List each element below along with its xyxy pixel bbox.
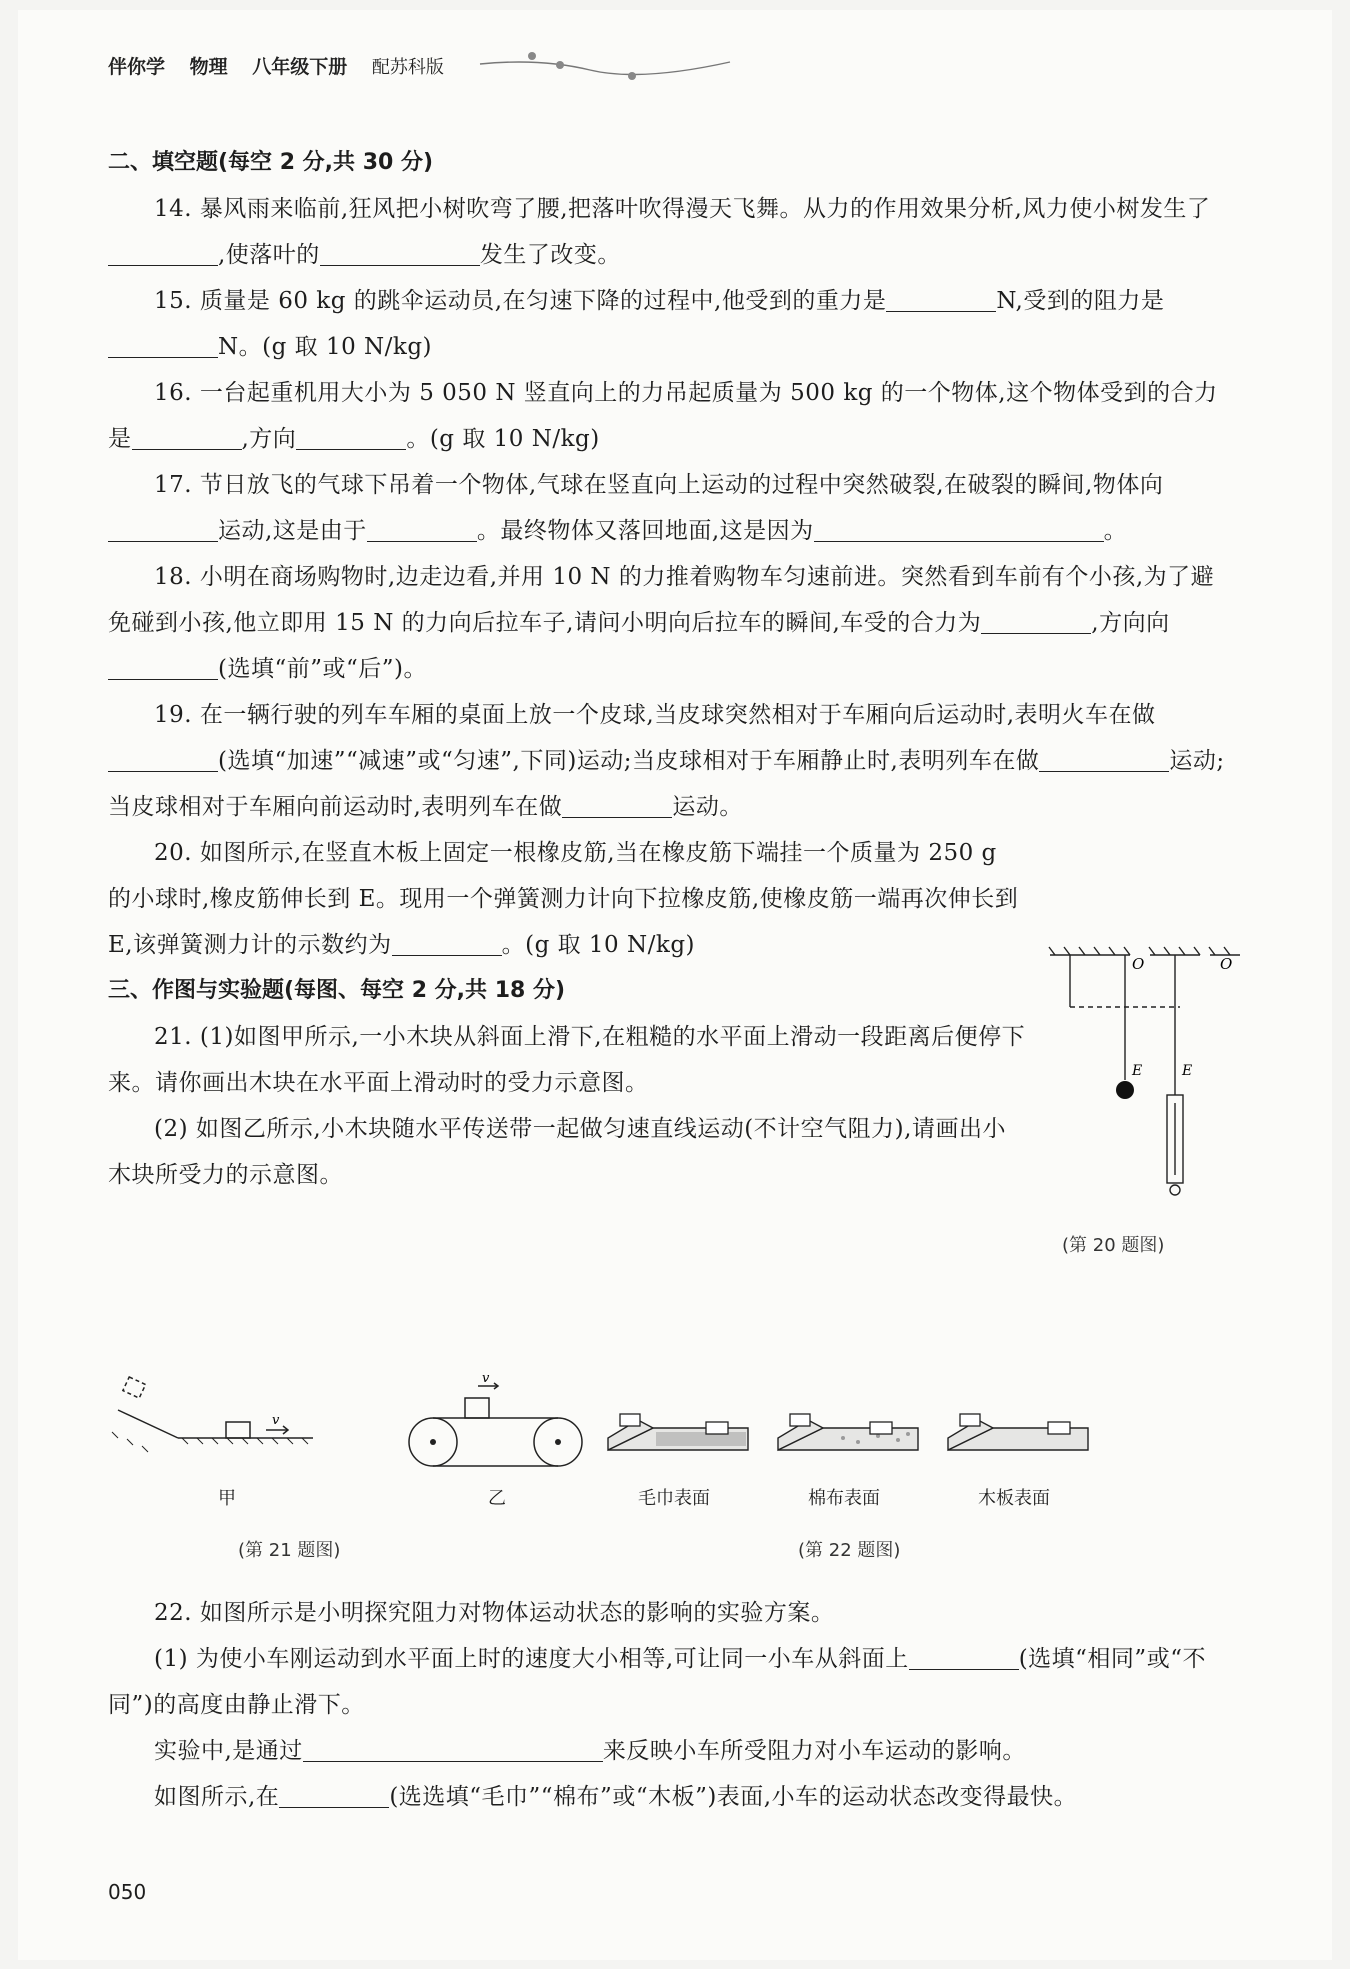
q19-text-d: 运动。 bbox=[672, 794, 743, 820]
rubber-band-diagram bbox=[1040, 935, 1240, 1235]
section-3-title: 三、作图与实验题(每图、每空 2 分,共 18 分) bbox=[108, 978, 566, 1003]
figure-21-caption: (第 21 题图) bbox=[238, 1540, 341, 1561]
figures-21-22 bbox=[108, 1371, 1238, 1580]
edition-name: 配苏科版 bbox=[371, 57, 444, 78]
surface-label-cotton: 棉布表面 bbox=[808, 1488, 880, 1509]
surface-label-wood: 木板表面 bbox=[978, 1488, 1050, 1509]
answer-blank[interactable] bbox=[981, 607, 1091, 634]
q15-text-a: 15. 质量是 60 kg 的跳伞运动员,在匀速下降的过程中,他受到的重力是 bbox=[154, 288, 887, 314]
point-e-label: E bbox=[1182, 1063, 1193, 1079]
question-22-part-2 bbox=[108, 1728, 1228, 1774]
surface-label-towel: 毛巾表面 bbox=[638, 1488, 710, 1509]
q17-text-a: 17. 节日放飞的气球下吊着一个物体,气球在竖直向上运动的过程中突然破裂,在破裂的瞬间,物体向 bbox=[154, 472, 1164, 498]
q15-text-c: N。(g 取 10 N/kg) bbox=[218, 334, 433, 360]
answer-blank[interactable] bbox=[108, 653, 218, 680]
header-decoration bbox=[480, 48, 740, 88]
q22-3-text-a: 如图所示,在 bbox=[154, 1784, 280, 1810]
question-21-part-1: 21. (1)如图甲所示,一小木块从斜面上滑下,在粗糙的水平面上滑动一段距离后便停下来。请你画出木块在水平面上滑动时的受力示意图。 bbox=[108, 1024, 1026, 1096]
question-22-part-1 bbox=[108, 1636, 1228, 1728]
question-14 bbox=[108, 186, 1228, 278]
q18-text-a: 18. 小明在商场购物时,边走边看,并用 10 N 的力推着购物车匀速前进。突然看到车前有个小孩,为了避免碰到小孩,他立即用 15 N 的力向后拉车子,请问小明向后拉车的瞬间,车受的合力为 bbox=[108, 564, 1215, 636]
ball bbox=[1116, 1081, 1134, 1099]
answer-blank[interactable] bbox=[944, 515, 1104, 542]
point-e-label: E bbox=[1132, 1063, 1143, 1079]
q19-text-b: (选填“加速”“减速”或“匀速”,下同)运动;当皮球相对于车厢静止时,表明列车在做 bbox=[218, 748, 1040, 774]
q22-2-text-a: 实验中,是通过 bbox=[154, 1738, 303, 1764]
figure-20-caption: (第 20 题图) bbox=[1062, 1235, 1165, 1256]
answer-blank[interactable] bbox=[108, 331, 218, 358]
q22-3-text-b: (选选填“毛巾”“棉布”或“木板”)表面,小车的运动状态改变得最快。 bbox=[389, 1784, 1078, 1810]
q22-2-text-b: 来反映小车所受阻力对小车运动的影响。 bbox=[602, 1738, 1026, 1764]
q14-text-b: ,使落叶的 bbox=[218, 242, 320, 268]
point-o-label: O bbox=[1220, 955, 1233, 973]
q22-1-text-a: (1) 为使小车刚运动到水平面上时的速度大小相等,可让同一小车从斜面上 bbox=[154, 1646, 909, 1672]
q15-text-b: N,受到的阻力是 bbox=[996, 288, 1165, 314]
question-22-part-3 bbox=[108, 1774, 1228, 1820]
question-15 bbox=[108, 278, 1228, 370]
figure-label-yi: 乙 bbox=[488, 1488, 506, 1509]
q16-text-b: ,方向 bbox=[241, 426, 297, 452]
velocity-label: v bbox=[272, 1413, 280, 1428]
section-2-title: 二、填空题(每空 2 分,共 30 分) bbox=[108, 150, 434, 175]
question-19 bbox=[108, 692, 1228, 830]
answer-blank[interactable] bbox=[279, 1781, 389, 1808]
answer-blank[interactable] bbox=[392, 929, 502, 956]
answer-blank[interactable] bbox=[814, 515, 944, 542]
page-number: 050 bbox=[108, 1880, 147, 1904]
answer-blank[interactable] bbox=[108, 515, 218, 542]
answer-blank[interactable] bbox=[886, 285, 996, 312]
figure-20 bbox=[1040, 935, 1240, 1275]
q20-text-a: 20. 如图所示,在竖直木板上固定一根橡皮筋,当在橡皮筋下端挂一个质量为 250 g 的小球时,橡皮筋伸长到 E。现用一个弹簧测力计向下拉橡皮筋,使橡皮筋一端再次伸长到 E,该弹簧测力计的示数约为 bbox=[108, 840, 1019, 958]
figure-label-jia: 甲 bbox=[218, 1488, 236, 1509]
question-16 bbox=[108, 370, 1228, 462]
answer-blank[interactable] bbox=[909, 1643, 1019, 1670]
q18-text-b: ,方向向 bbox=[1091, 610, 1170, 636]
q17-text-d: 。 bbox=[1103, 518, 1128, 544]
grade-name: 八年级下册 bbox=[252, 56, 348, 78]
q14-text-c: 发生了改变。 bbox=[479, 242, 621, 268]
answer-blank[interactable] bbox=[303, 1735, 603, 1762]
q20-text-b: 。(g 取 10 N/kg) bbox=[501, 932, 696, 958]
answer-blank[interactable] bbox=[367, 515, 477, 542]
answer-blank[interactable] bbox=[108, 745, 218, 772]
answer-blank[interactable] bbox=[562, 791, 672, 818]
q19-text-a: 19. 在一辆行驶的列车车厢的桌面上放一个皮球,当皮球突然相对于车厢向后运动时,表明火车在做 bbox=[154, 702, 1156, 728]
velocity-label: v bbox=[482, 1371, 490, 1386]
question-17 bbox=[108, 462, 1228, 554]
question-21-part-2: (2) 如图乙所示,小木块随水平传送带一起做匀速直线运动(不计空气阻力),请画出小木块所受力的示意图。 bbox=[108, 1116, 1006, 1188]
question-22-intro: 22. 如图所示是小明探究阻力对物体运动状态的影响的实验方案。 bbox=[154, 1600, 835, 1626]
q22-1-text-b: (选填“相同”或“不同”)的高度由静止滑下。 bbox=[108, 1646, 1206, 1718]
question-22-block bbox=[108, 1590, 1228, 1820]
answer-blank[interactable] bbox=[1039, 745, 1169, 772]
q14-text-a: 14. 暴风雨来临前,狂风把小树吹弯了腰,把落叶吹得漫天飞舞。从力的作用效果分析,风力使小树发生了 bbox=[154, 196, 1211, 222]
question-20 bbox=[108, 830, 1028, 968]
answer-blank[interactable] bbox=[296, 423, 406, 450]
figure-22-caption: (第 22 题图) bbox=[798, 1540, 901, 1561]
q18-text-c: (选填“前”或“后”)。 bbox=[218, 656, 427, 682]
q16-text-a: 16. 一台起重机用大小为 5 050 N 竖直向上的力吊起质量为 500 kg 的一个物体,这个物体受到的合力是 bbox=[108, 380, 1218, 452]
question-18 bbox=[108, 554, 1228, 692]
q16-text-c: 。(g 取 10 N/kg) bbox=[406, 426, 600, 452]
q19-text-c: 运动;当皮球相对于车厢向前运动时,表明列车在做 bbox=[108, 748, 1225, 820]
series-name: 伴你学 bbox=[108, 56, 166, 78]
q17-text-c: 。最终物体又落回地面,这是因为 bbox=[476, 518, 814, 544]
point-o-label: O bbox=[1132, 955, 1145, 973]
subject-name: 物理 bbox=[189, 56, 228, 78]
answer-blank[interactable] bbox=[108, 239, 218, 266]
q17-text-b: 运动,这是由于 bbox=[218, 518, 367, 544]
answer-blank[interactable] bbox=[132, 423, 242, 450]
answer-blank[interactable] bbox=[320, 239, 480, 266]
